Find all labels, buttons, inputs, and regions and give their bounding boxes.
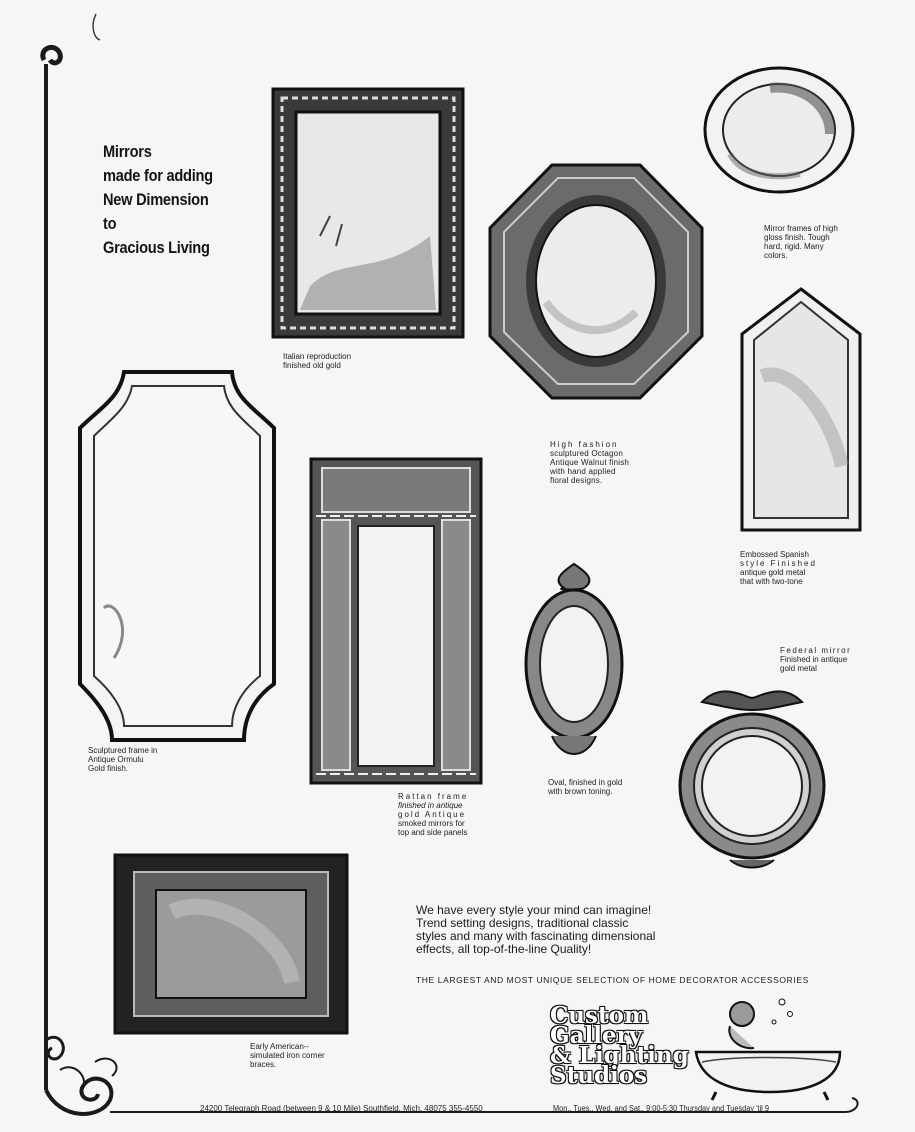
- store-address: 24200 Telegraph Road (between 9 & 10 Mile) Southfield, Mich. 48075 355-4550: [200, 1104, 483, 1113]
- headline: [103, 140, 223, 260]
- octagon-mirror-illustration: [486, 162, 706, 402]
- oval-caption: Oval, finished in gold with brown toning.: [548, 778, 623, 796]
- promo-text: We have every style your mind can imagine! Trend setting designs, traditional classic styles and many with fascinating dimensional effects, all top-of-the-line Quality!: [416, 903, 656, 956]
- oval-mirror-illustration: [522, 560, 626, 768]
- octagon-caption: High fashion sculptured Octagon Antique Walnut finish with hand applied floral designs.: [550, 440, 630, 485]
- headline-line-4: to: [103, 214, 117, 233]
- ormulu-mirror-illustration: [74, 368, 282, 744]
- rattan-mirror-illustration: [308, 456, 484, 786]
- italian-mirror-illustration: [270, 86, 466, 340]
- federal-mirror-illustration: [672, 676, 832, 872]
- early-american-mirror-illustration: [112, 852, 350, 1036]
- store-hours: Mon., Tues., Wed. and Sat., 9:00-5:30 Thursday and Tuesday 'til 9: [553, 1104, 769, 1113]
- headline-line-3: New Dimension: [103, 190, 209, 209]
- store-logo: Custom Gallery & Lighting Studios: [550, 1002, 689, 1089]
- early-american-caption: Early American-- simulated iron corner braces.: [250, 1042, 325, 1069]
- headline-line-2: made for adding: [103, 166, 213, 185]
- spanish-mirror-illustration: [738, 286, 864, 534]
- headline-line-1: Mirrors: [103, 142, 152, 161]
- italian-caption: Italian reproduction finished old gold: [283, 352, 352, 370]
- bathtub-cherub-illustration: [690, 992, 850, 1102]
- spanish-caption: Embossed Spanish style Finished antique gold metal that with two-tone: [740, 550, 817, 586]
- ormulu-caption: Sculptured frame in Antique Ormulu Gold finish.: [88, 746, 158, 773]
- round-mirror-illustration: [700, 64, 858, 196]
- headline-line-5: Gracious Living: [103, 238, 210, 257]
- round-gloss-caption: Mirror frames of high gloss finish. Tough hard, rigid. Many colors.: [764, 224, 838, 260]
- rattan-caption: Rattan frame finished in antique gold Antique smoked mirrors for top and side panels: [398, 792, 469, 837]
- federal-caption: Federal mirror Finished in antique gold metal: [780, 646, 852, 673]
- tagline: THE LARGEST AND MOST UNIQUE SELECTION OF HOME DECORATOR ACCESSORIES: [416, 975, 809, 985]
